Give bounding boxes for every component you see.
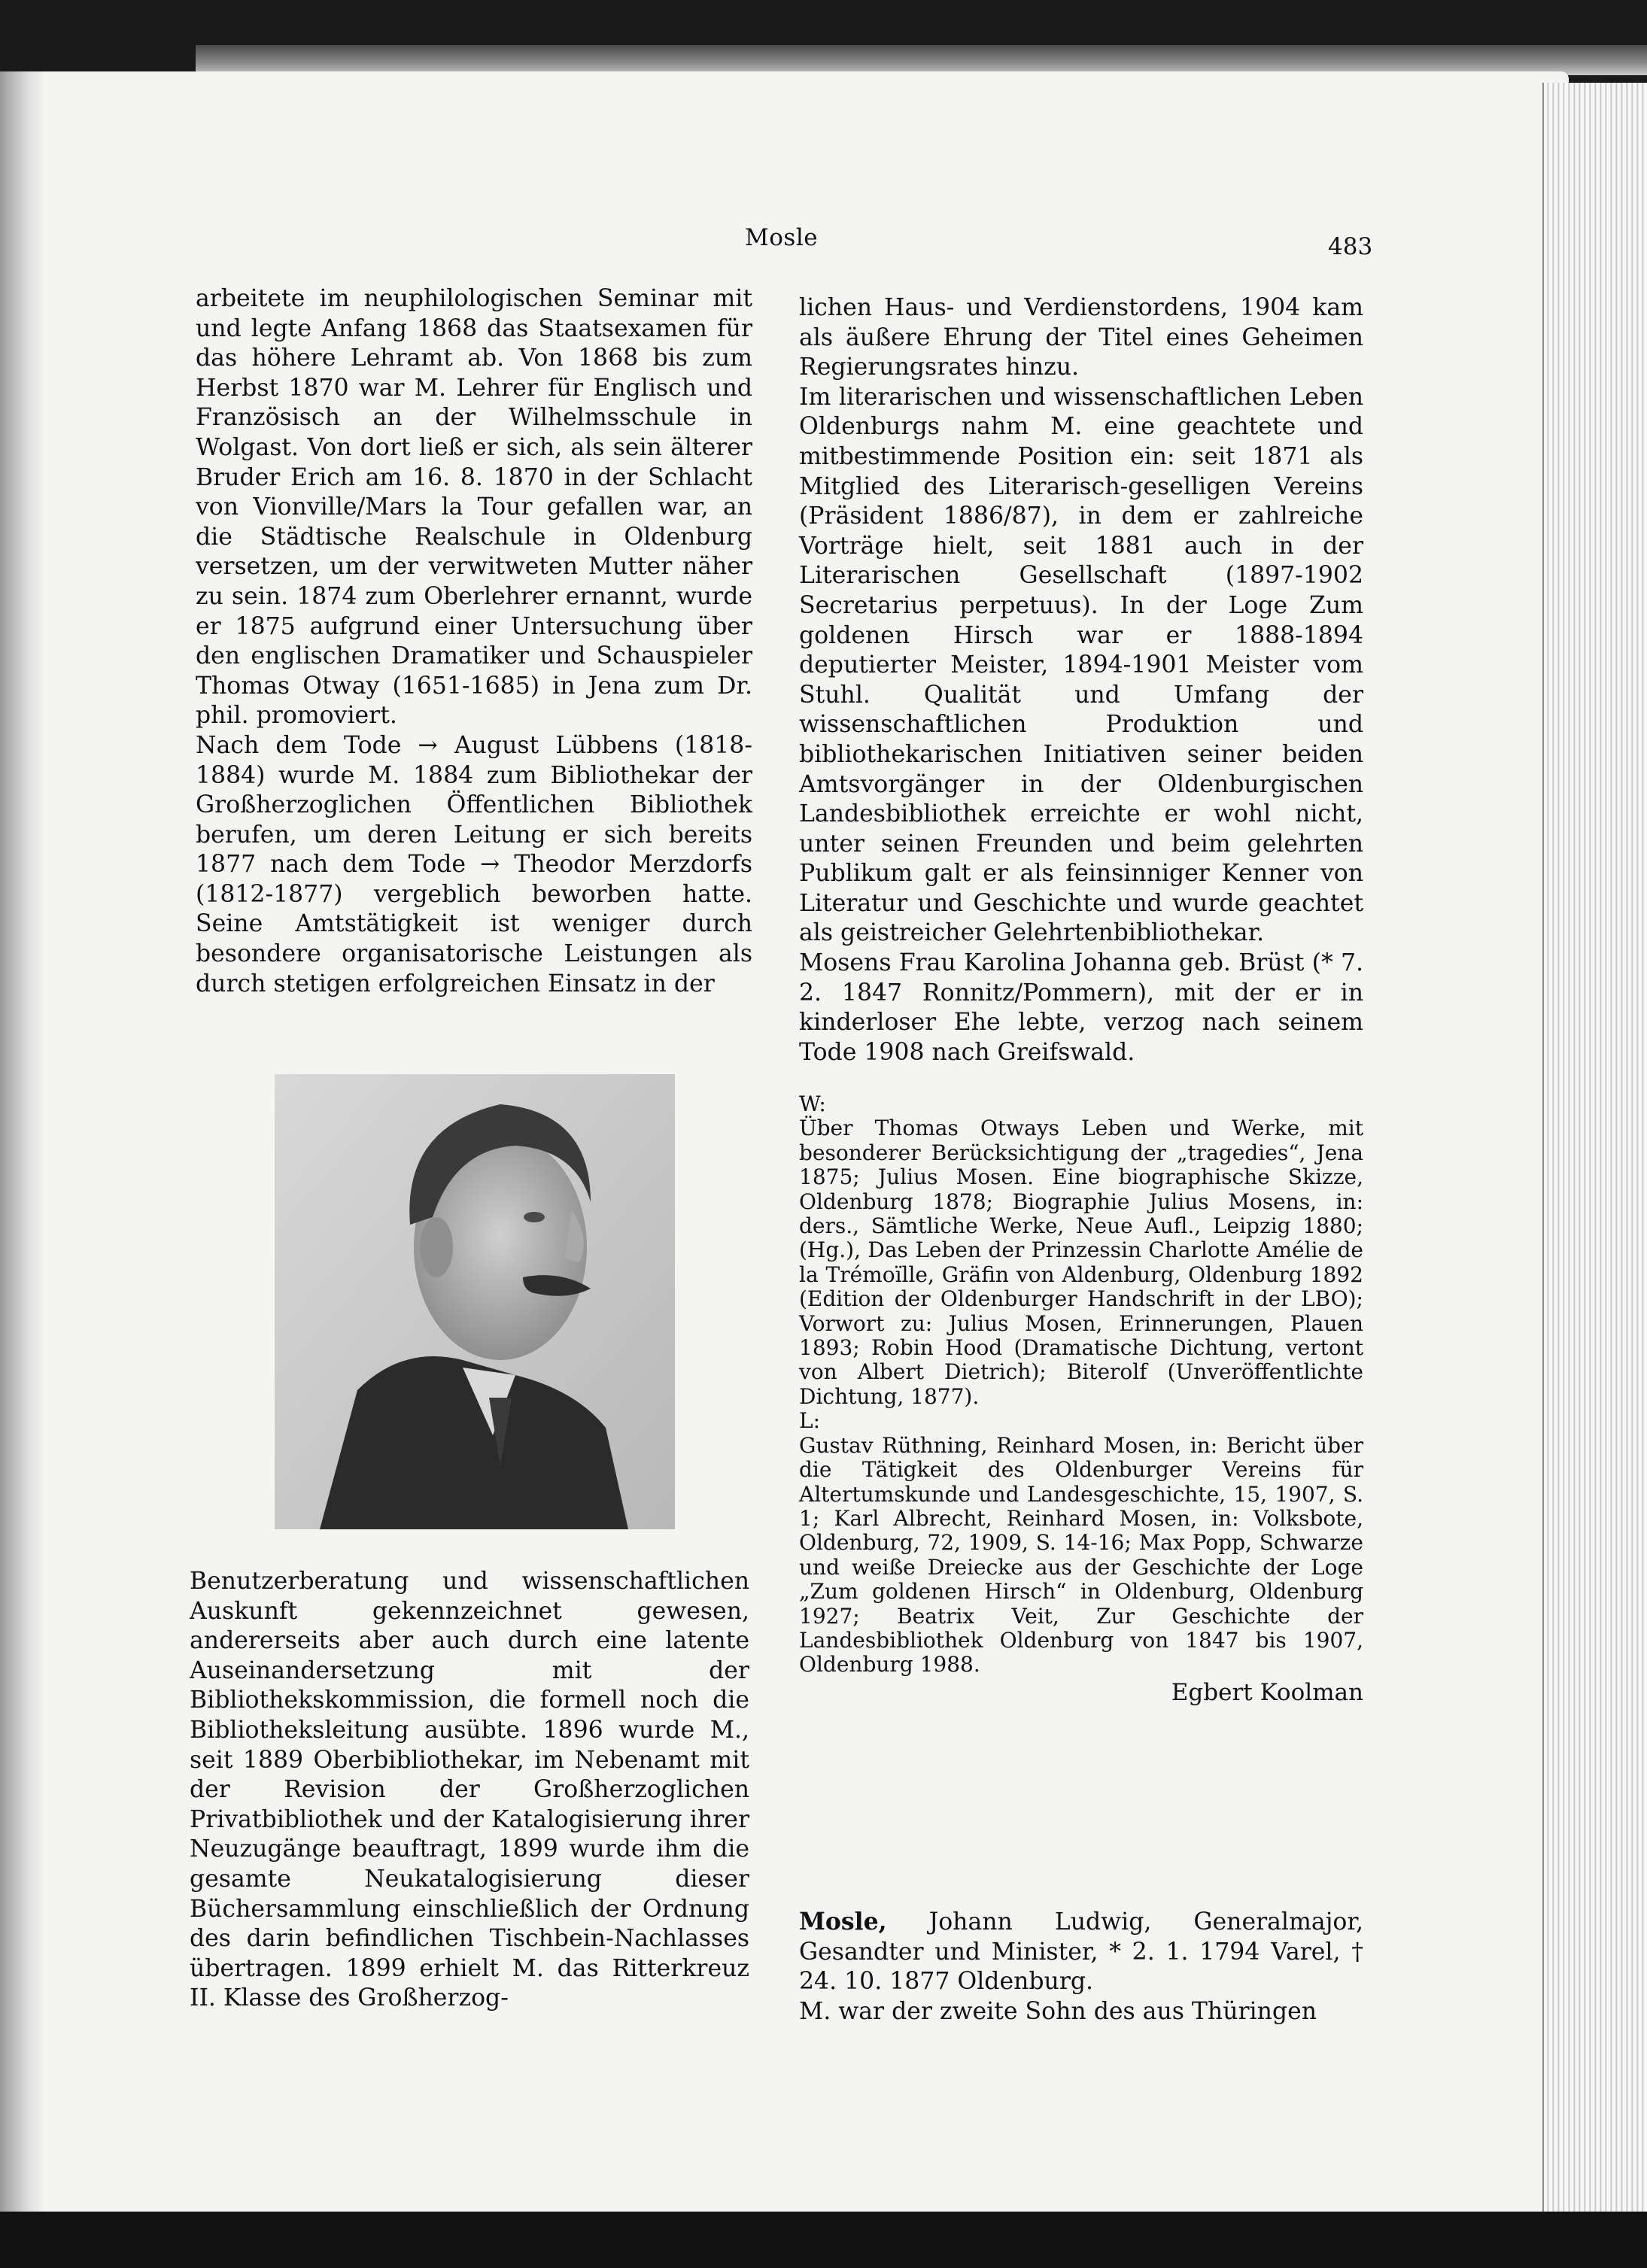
paragraph: Nach dem Tode → August Lübbens (1818-1884) wurde M. 1884 zum Bibliothekar der Großherzoglichen Öffentlichen Bibliothek berufen, um deren Leitung er sich bereits 1877 nach dem Tode → Theodor Merzdorfs (1812-1877) vergeblich beworben hatte. Seine Amtstätigkeit ist weniger durch besondere organisatorische Leistungen als durch stetigen erfolgreichen Einsatz in der	[196, 731, 752, 997]
paragraph: lichen Haus- und Verdienstordens, 1904 kam als äußere Ehrung der Titel eines Geheimen Regierungsrates hinzu.	[799, 294, 1363, 381]
works-label: W:	[799, 1091, 826, 1116]
literature-label: L:	[799, 1408, 821, 1434]
left-column-bottom	[190, 1567, 749, 2014]
entry-lemma: Mosle,	[799, 1908, 887, 1936]
literature-text: Gustav Rüthning, Reinhard Mosen, in: Bericht über die Tätigkeit des Oldenburger Vereins für Altertumskunde und Landesgeschichte, 15, 1907, S. 1; Karl Albrecht, Reinhard Mosen, in: Volksbote, Oldenburg, 72, 1909, S. 14-16; Max Popp, Schwarze und weiße Dreiecke aus der Geschichte der Loge „Zum goldenen Hirsch“ in Oldenburg, Oldenburg 1927; Beatrix Veit, Zur Geschichte der Landesbibliothek Oldenburg von 1847 bis 1907, Oldenburg 1988.	[799, 1432, 1363, 1677]
page-number: 483	[1328, 233, 1373, 260]
author-signature: Egbert Koolman	[1171, 1678, 1363, 1706]
book-top-edge	[196, 45, 1647, 75]
entry-head-text: Johann Ludwig, Generalmajor, Gesandter und Minister, * 2. 1. 1794 Varel, † 24. 10. 1877 Oldenburg.	[799, 1908, 1363, 1996]
paragraph: Mosens Frau Karolina Johanna geb. Brüst (* 7. 2. 1847 Ronnitz/Pommern), mit der er in kinderloser Ehe lebte, verzog nach seinem Tode 1908 nach Greifswald.	[799, 949, 1363, 1066]
next-entry	[799, 1907, 1363, 2027]
scan-bottom-shadow	[0, 2212, 1647, 2268]
paragraph: M. war der zweite Sohn des aus Thüringen	[799, 1997, 1317, 2025]
bibliography-section	[799, 1092, 1363, 1705]
next-entry-heading	[799, 1907, 1363, 1997]
portrait-photo	[275, 1074, 675, 1529]
book-gutter	[0, 71, 45, 2212]
paragraph: Im literarischen und wissenschaftlichen Leben Oldenburgs nahm M. eine geachtete und mitbestimmende Position ein: seit 1871 als Mitglied des Literarisch-geselligen Vereins (Präsident 1886/87), in dem er zahlreiche Vorträge hielt, seit 1881 auch in der Literarischen Gesellschaft (1897-1902 Secretarius perpetuus). In der Loge Zum goldenen Hirsch war er 1888-1894 deputierter Meister, 1894-1901 Meister vom Stuhl. Qualität und Umfang der wissenschaftlichen Produktion und bibliothekarischen Initiativen seiner beiden Amtsvorgänger in der Oldenburgischen Landesbibliothek erreichte er wohl nicht, unter seinen Freunden und beim gelehrten Publikum galt er als feinsinniger Kenner von Literatur und Geschichte und wurde geachtet als geistreicher Gelehrtenbibliothekar.	[799, 383, 1363, 947]
paragraph: Benutzerberatung und wissenschaftlichen Auskunft gekennzeichnet gewesen, andererseits aber auch durch eine latente Auseinandersetzung mit der Bibliothekskommission, die formell noch die Bibliotheksleitung ausübte. 1896 wurde M., seit 1889 Oberbibliothekar, im Nebenamt mit der Revision der Großherzoglichen Privatbibliothek und der Katalogisierung ihrer Neuzugänge beauftragt, 1899 wurde ihm die gesamte Neukatalogisierung dieser Büchersammlung einschließlich der Ordnung des darin befindlichen Tischbein-Nachlasses übertragen. 1899 erhielt M. das Ritterkreuz II. Klasse des Großherzog-	[190, 1568, 749, 2012]
running-head: Mosle	[745, 224, 819, 251]
right-column-top	[799, 293, 1363, 1067]
book-fore-edge	[1542, 83, 1647, 2212]
left-column-top	[196, 284, 752, 999]
works-text: Über Thomas Otways Leben und Werke, mit besonderer Berücksichtigung der „tragedies“, Jena 1875; Julius Mosen. Eine biographische Skizze, Oldenburg 1878; Biographie Julius Mosens, in: ders., Sämtliche Werke, Neue Aufl., Leipzig 1880; (Hg.), Das Leben der Prinzessin Charlotte Amélie de la Trémoïlle, Gräfin von Aldenburg, Oldenburg 1892 (Edition der Oldenburger Handschrift in der LBO); Vorwort zu: Julius Mosen, Erinnerungen, Plauen 1893; Robin Hood (Dramatische Dichtung, vertont von Albert Dietrich); Biterolf (Unveröffentlichte Dichtung, 1877).	[799, 1116, 1363, 1409]
portrait-illustration	[275, 1074, 675, 1529]
paragraph: arbeitete im neuphilologischen Seminar mit und legte Anfang 1868 das Staatsexamen für das höhere Lehramt ab. Von 1868 bis zum Herbst 1870 war M. Lehrer für Englisch und Französisch an der Wilhelmsschule in Wolgast. Von dort ließ er sich, als sein älterer Bruder Erich am 16. 8. 1870 in der Schlacht von Vionville/Mars la Tour gefallen war, an die Städtische Realschule in Oldenburg versetzen, um der verwitweten Mutter näher zu sein. 1874 zum Oberlehrer ernannt, wurde er 1875 aufgrund einer Untersuchung über den englischen Dramatiker und Schauspieler Thomas Otway (1651-1685) in Jena zum Dr. phil. promoviert.	[196, 285, 752, 730]
